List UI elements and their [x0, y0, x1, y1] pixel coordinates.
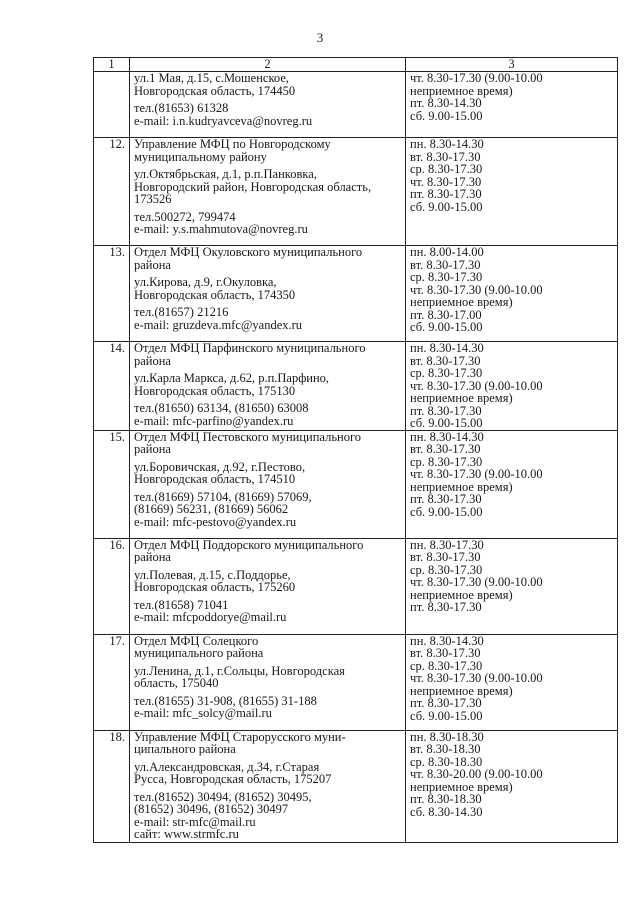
working-hours-line: пн. 8.30-14.30	[410, 634, 484, 648]
office-info-line: тел.500272, 799474	[134, 209, 236, 224]
office-info-paragraph	[134, 306, 401, 331]
office-info-paragraph	[134, 491, 401, 529]
office-info-line: e-mail: mfc-parfino@yandex.ru	[134, 413, 294, 428]
office-info-line: ул.Октябрьская, д.1, р.п.Панковка,	[134, 167, 317, 181]
working-hours-line: сб. 9.00-15.00	[410, 708, 483, 723]
office-info-line: ул.Ленина, д.1, г.Сольцы, Новгородская	[134, 663, 345, 678]
office-info-line: e-mail: mfcpoddorye@mail.ru	[134, 610, 287, 624]
office-info-line: Новгородская область, 174510	[134, 472, 296, 486]
office-info-paragraph	[134, 138, 401, 163]
office-info-paragraph	[134, 72, 401, 97]
working-hours-cell	[406, 342, 618, 431]
office-info-line: района	[134, 353, 171, 368]
row-number: 13.	[94, 246, 130, 342]
table-row	[94, 342, 618, 431]
office-info-line: (81652) 30496, (81652) 30497	[134, 802, 289, 816]
column-header: 3	[406, 58, 618, 72]
office-info-line: тел.(81658) 71041	[134, 597, 229, 612]
row-number	[94, 72, 130, 138]
working-hours-line: неприемное время)	[410, 587, 513, 602]
table-row	[94, 72, 618, 138]
working-hours-line: сб. 9.00-15.00	[410, 199, 483, 214]
office-info-line: Отдел МФЦ Поддорского муниципального	[134, 538, 364, 552]
office-info-line: e-mail: mfc-pestovo@yandex.ru	[134, 514, 297, 529]
working-hours-line: неприемное время)	[410, 479, 513, 494]
office-info-line: ул.Кирова, д.9, г.Окуловка,	[134, 275, 277, 289]
table-header-row	[94, 58, 618, 72]
working-hours-cell	[406, 538, 618, 634]
working-hours-cell	[406, 138, 618, 246]
office-info-line: муниципальному району	[134, 149, 267, 164]
office-info-line: 173526	[134, 192, 172, 206]
table-row	[94, 634, 618, 730]
office-info-line: Управление МФЦ по Новгородскому	[134, 137, 331, 151]
office-info-paragraph	[134, 461, 401, 486]
office-info-line: района	[134, 442, 171, 456]
office-info-line: Управление МФЦ Старорусского муни-	[134, 730, 346, 744]
office-info-line: (81669) 56231, (81669) 56062	[134, 502, 289, 516]
row-number: 17.	[94, 634, 130, 730]
working-hours-line: пт. 8.30-17.30	[410, 696, 482, 710]
office-info-cell	[130, 634, 406, 730]
office-info-paragraph	[134, 211, 401, 236]
working-hours-line: ср. 8.30-17.30	[410, 658, 483, 673]
office-info-paragraph	[134, 342, 401, 367]
office-info-line: района	[134, 257, 171, 272]
office-info-line: муниципального района	[134, 646, 264, 660]
office-info-line: тел.(81653) 61328	[134, 101, 229, 115]
working-hours-line: чт. 8.30-17.30 (9.00-10.00	[410, 671, 543, 685]
office-info-line: ципального района	[134, 742, 236, 756]
working-hours-line: пт. 8.30-17.00	[410, 307, 482, 322]
working-hours-line: ср. 8.30-17.30	[410, 366, 483, 380]
working-hours-line: неприемное время)	[410, 683, 513, 698]
office-info-paragraph	[134, 276, 401, 301]
working-hours-line: сб. 9.00-15.00	[410, 504, 483, 519]
office-info-line: Новгородская область, 175260	[134, 580, 296, 594]
working-hours-line: вт. 8.30-17.30	[410, 149, 481, 164]
office-info-paragraph	[134, 102, 401, 127]
working-hours-line: вт. 8.30-17.30	[410, 257, 481, 272]
working-hours-line: ср. 8.30-17.30	[410, 162, 483, 176]
working-hours-cell	[406, 72, 618, 138]
working-hours-line: чт. 8.30-17.30 (9.00-10.00	[410, 575, 543, 589]
working-hours-cell	[406, 430, 618, 538]
table-row	[94, 430, 618, 538]
office-info-line: e-mail: gruzdeva.mfc@yandex.ru	[134, 317, 303, 332]
office-info-line: ул.Боровичская, д.92, г.Пестово,	[134, 459, 306, 474]
working-hours-line: вт. 8.30-17.30	[410, 353, 481, 368]
working-hours-line: сб. 9.00-15.00	[410, 320, 483, 334]
working-hours-line: пн. 8.00-14.00	[410, 245, 484, 259]
working-hours-line: неприемное время)	[410, 83, 513, 98]
office-info-paragraph	[134, 372, 401, 397]
office-info-paragraph	[134, 635, 401, 660]
working-hours-line: чт. 8.30-17.30	[410, 174, 482, 189]
working-hours-line: пн. 8.30-14.30	[410, 341, 484, 355]
row-number: 18.	[94, 730, 130, 842]
table-row	[94, 138, 618, 246]
working-hours-line: пн. 8.30-17.30	[410, 538, 484, 552]
office-info-line: e-mail: i.n.kudryavceva@novreg.ru	[134, 113, 313, 128]
working-hours-line: чт. 8.30-17.30 (9.00-10.00	[410, 71, 543, 85]
working-hours-line: вт. 8.30-18.30	[410, 742, 481, 756]
row-number: 14.	[94, 342, 130, 431]
office-info-line: Новгородская область, 174350	[134, 287, 296, 302]
office-info-line: ул.Полевая, д.15, с.Поддорье,	[134, 567, 291, 582]
working-hours-line: пн. 8.30-14.30	[410, 137, 484, 151]
office-info-paragraph	[134, 695, 401, 720]
working-hours-line: сб. 8.30-14.30	[410, 804, 483, 819]
office-info-line: e-mail: str-mfc@mail.ru	[134, 814, 256, 829]
office-info-paragraph	[134, 791, 401, 841]
office-info-cell	[130, 138, 406, 246]
table-row	[94, 730, 618, 842]
working-hours-line: неприемное время)	[410, 391, 513, 405]
column-header: 1	[94, 58, 130, 72]
working-hours-line: вт. 8.30-17.30	[410, 646, 481, 660]
mfc-offices-table	[93, 57, 618, 843]
working-hours-line: ср. 8.30-17.30	[410, 270, 483, 284]
office-info-line: тел.(81669) 57104, (81669) 57069,	[134, 489, 312, 504]
working-hours-line: пт. 8.30-18.30	[410, 792, 482, 806]
office-info-line: e-mail: y.s.mahmutova@novreg.ru	[134, 222, 308, 236]
office-info-cell	[130, 430, 406, 538]
office-info-line: ул.1 Мая, д.15, с.Мошенское,	[134, 71, 289, 85]
working-hours-line: сб. 9.00-15.00	[410, 108, 483, 123]
working-hours-line: пт. 8.30-17.30	[410, 600, 482, 614]
office-info-line: тел.(81652) 30494, (81652) 30495,	[134, 789, 312, 804]
office-info-line: Новгородская область, 175130	[134, 383, 296, 398]
working-hours-line: пт. 8.30-17.30	[410, 403, 482, 418]
working-hours-line: чт. 8.30-20.00 (9.00-10.00	[410, 767, 543, 781]
working-hours-line: ср. 8.30-17.30	[410, 454, 483, 469]
working-hours-line: пн. 8.30-14.30	[410, 430, 484, 444]
office-info-line: сайт: www.strmfc.ru	[134, 827, 239, 841]
office-info-line: района	[134, 550, 171, 564]
working-hours-line: пт. 8.30-17.30	[410, 492, 482, 506]
office-info-cell	[130, 342, 406, 431]
working-hours-cell	[406, 634, 618, 730]
working-hours-line: неприемное время)	[410, 295, 513, 309]
office-info-line: Новгородский район, Новгородская область,	[134, 179, 372, 194]
office-info-line: Отдел МФЦ Пестовского муниципального	[134, 430, 362, 444]
office-info-line: Отдел МФЦ Парфинского муниципального	[134, 341, 366, 355]
working-hours-line: пн. 8.30-18.30	[410, 730, 484, 744]
table-row	[94, 538, 618, 634]
office-info-cell	[130, 246, 406, 342]
office-info-paragraph	[134, 569, 401, 594]
office-info-line: Отдел МФЦ Солецкого	[134, 634, 259, 648]
office-info-line: область, 175040	[134, 676, 219, 690]
office-info-line: ул.Карла Маркса, д.62, р.п.Парфино,	[134, 371, 330, 385]
office-info-paragraph	[134, 168, 401, 206]
working-hours-line: неприемное время)	[410, 779, 513, 794]
office-info-cell	[130, 730, 406, 842]
working-hours-line: вт. 8.30-17.30	[410, 442, 481, 456]
office-info-paragraph	[134, 402, 401, 427]
office-info-paragraph	[134, 539, 401, 564]
office-info-paragraph	[134, 246, 401, 271]
working-hours-line: чт. 8.30-17.30 (9.00-10.00	[410, 467, 543, 481]
office-info-line: тел.(81657) 21216	[134, 305, 229, 319]
office-info-paragraph	[134, 761, 401, 786]
office-info-paragraph	[134, 731, 401, 756]
page-number: 3	[316, 30, 324, 45]
working-hours-line: ср. 8.30-18.30	[410, 754, 483, 769]
office-info-paragraph	[134, 431, 401, 456]
working-hours-cell	[406, 246, 618, 342]
working-hours-line: ср. 8.30-17.30	[410, 562, 483, 577]
working-hours-line: сб. 9.00-15.00	[410, 416, 483, 430]
office-info-line: Русса, Новгородская область, 175207	[134, 772, 332, 786]
working-hours-line: чт. 8.30-17.30 (9.00-10.00	[410, 282, 543, 297]
working-hours-line: пт. 8.30-14.30	[410, 96, 482, 110]
office-info-line: ул.Александровская, д.34, г.Старая	[134, 759, 320, 774]
column-header: 2	[130, 58, 406, 72]
office-info-line: Новгородская область, 174450	[134, 83, 296, 98]
working-hours-cell	[406, 730, 618, 842]
office-info-paragraph	[134, 665, 401, 690]
office-info-cell	[130, 538, 406, 634]
working-hours-line: пт. 8.30-17.30	[410, 187, 482, 201]
office-info-line: e-mail: mfc_solcy@mail.ru	[134, 706, 272, 720]
office-info-cell	[130, 72, 406, 138]
office-info-line: тел.(81650) 63134, (81650) 63008	[134, 401, 309, 415]
row-number: 16.	[94, 538, 130, 634]
table-row	[94, 246, 618, 342]
working-hours-line: вт. 8.30-17.30	[410, 550, 481, 564]
office-info-line: Отдел МФЦ Окуловского муниципального	[134, 245, 363, 259]
working-hours-line: чт. 8.30-17.30 (9.00-10.00	[410, 378, 543, 393]
row-number: 12.	[94, 138, 130, 246]
office-info-paragraph	[134, 599, 401, 624]
row-number: 15.	[94, 430, 130, 538]
office-info-line: тел.(81655) 31-908, (81655) 31-188	[134, 693, 317, 708]
